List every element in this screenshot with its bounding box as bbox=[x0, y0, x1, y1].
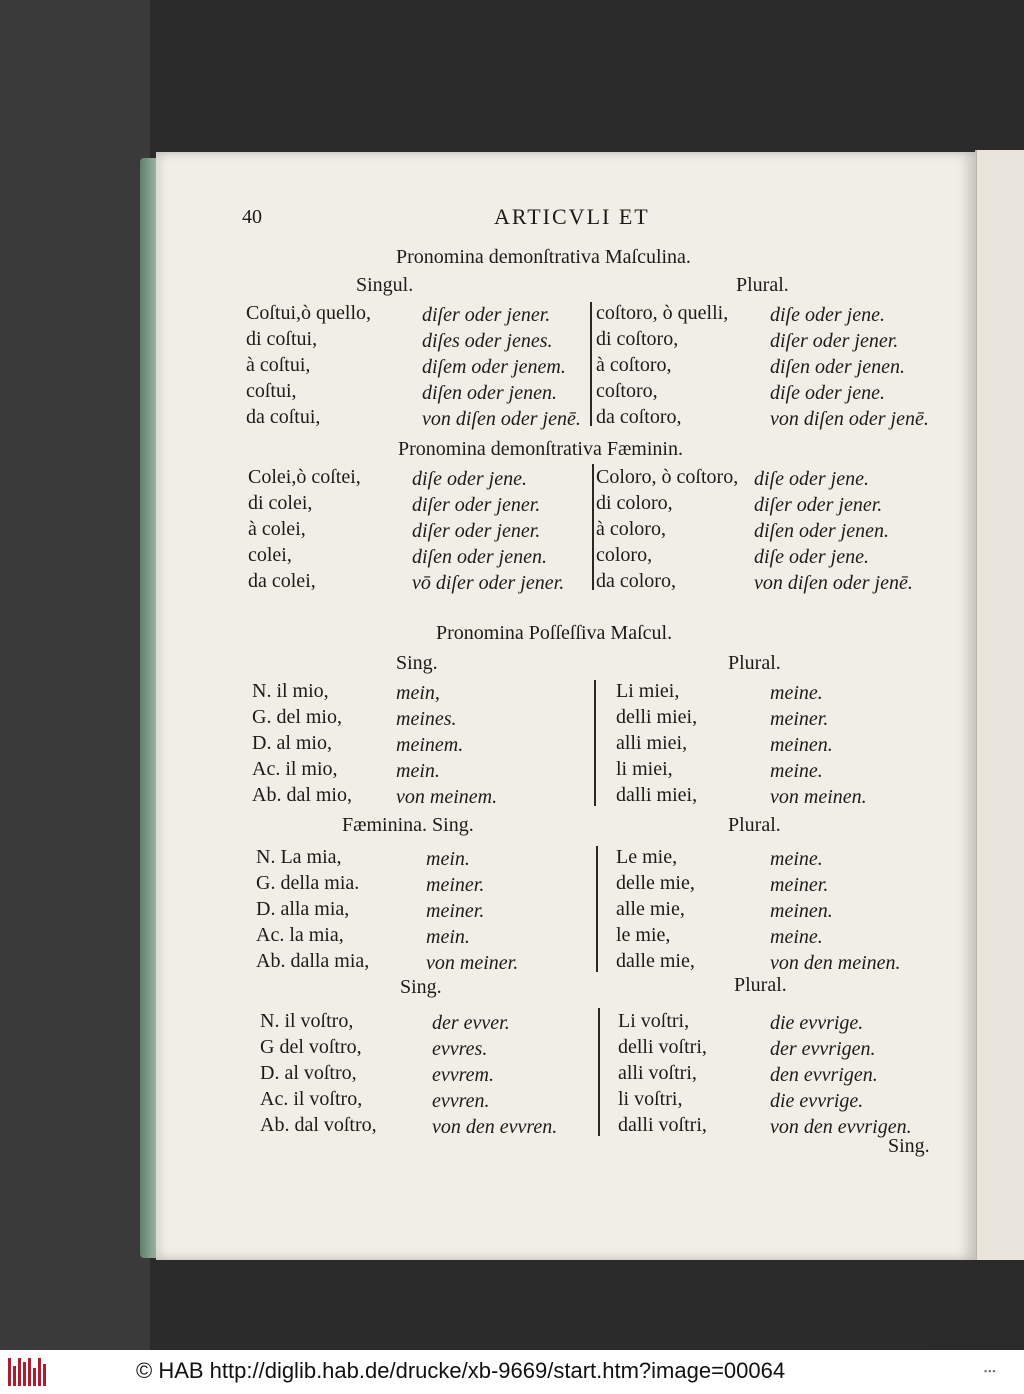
singular-form: coſtui, bbox=[246, 380, 297, 402]
plural-form: dalli miei, bbox=[616, 784, 698, 806]
german-translation: evvrem. bbox=[432, 1064, 494, 1086]
german-translation: diſe oder jene. bbox=[412, 468, 527, 490]
page-text bbox=[156, 152, 976, 1260]
german-translation: meiner. bbox=[426, 874, 485, 896]
footer-bar bbox=[0, 1350, 1024, 1394]
german-translation: diſes oder jenes. bbox=[422, 330, 553, 352]
plural-form: Coloro, ò coſtoro, bbox=[596, 466, 739, 488]
singular-form: Ab. dal mio, bbox=[252, 784, 352, 806]
plural-form: da coſtoro, bbox=[596, 406, 682, 428]
german-translation: diſe oder jene. bbox=[754, 468, 869, 490]
plural-form: le mie, bbox=[616, 924, 671, 946]
plural-form: li voſtri, bbox=[618, 1088, 683, 1110]
plural-form: delle mie, bbox=[616, 872, 695, 894]
page-number: 40 bbox=[242, 206, 262, 228]
scan-backdrop-left bbox=[0, 0, 150, 1350]
plural-form: coſtoro, ò quelli, bbox=[596, 302, 729, 324]
column-heading-singular: Sing. bbox=[396, 652, 438, 674]
german-translation: mein, bbox=[396, 682, 440, 704]
column-heading-singular: Fæminina. Sing. bbox=[342, 814, 474, 836]
catchword: Sing. bbox=[888, 1135, 930, 1157]
singular-form: à colei, bbox=[248, 518, 306, 540]
column-heading-singular: Singul. bbox=[356, 274, 414, 296]
adjacent-page-edge bbox=[975, 150, 1024, 1260]
singular-form: colei, bbox=[248, 544, 292, 566]
german-translation: diſen oder jenen. bbox=[754, 520, 889, 542]
section-title: Pronomina demonſtrativa Maſculina. bbox=[396, 246, 691, 268]
german-translation: diſe oder jene. bbox=[754, 546, 869, 568]
hab-logo-icon bbox=[8, 1358, 46, 1386]
german-translation: von meinem. bbox=[396, 786, 498, 808]
singular-form: G. della mia. bbox=[256, 872, 360, 894]
german-translation: diſem oder jenem. bbox=[422, 356, 566, 378]
plural-form: à coloro, bbox=[596, 518, 666, 540]
german-translation: meiner. bbox=[426, 900, 485, 922]
german-translation: von den evvren. bbox=[432, 1116, 558, 1138]
german-translation: von den meinen. bbox=[770, 952, 901, 974]
footer-corner-mark-icon: ▪▪▪ bbox=[984, 1366, 997, 1376]
german-translation: die evvrige. bbox=[770, 1090, 864, 1112]
german-translation: diſen oder jenen. bbox=[422, 382, 557, 404]
german-translation: evvres. bbox=[432, 1038, 488, 1060]
singular-form: da colei, bbox=[248, 570, 316, 592]
singular-form: di colei, bbox=[248, 492, 313, 514]
german-translation: mein. bbox=[426, 848, 470, 870]
column-divider bbox=[592, 464, 594, 590]
singular-form: Colei,ò coſtei, bbox=[248, 466, 361, 488]
running-head: ARTICVLI ET bbox=[494, 204, 650, 229]
singular-form: di coſtui, bbox=[246, 328, 318, 350]
german-translation: meiner. bbox=[770, 874, 829, 896]
german-translation: von diſen oder jenē. bbox=[422, 408, 581, 430]
german-translation: mein. bbox=[426, 926, 470, 948]
singular-form: N. La mia, bbox=[256, 846, 342, 868]
column-divider bbox=[596, 846, 598, 972]
plural-form: di coloro, bbox=[596, 492, 673, 514]
german-translation: diſe oder jene. bbox=[770, 304, 885, 326]
singular-form: Ab. dal voſtro, bbox=[260, 1114, 377, 1136]
footer-copyright-url[interactable]: © HAB http://diglib.hab.de/drucke/xb-9669/start.htm?image=00064 bbox=[136, 1358, 786, 1383]
german-translation: der evvrigen. bbox=[770, 1038, 876, 1060]
singular-form: Ac. il voſtro, bbox=[260, 1088, 363, 1110]
singular-form: D. al voſtro, bbox=[260, 1062, 357, 1084]
german-translation: meinen. bbox=[770, 734, 833, 756]
column-heading-plural: Plural. bbox=[734, 974, 787, 996]
plural-form: alli voſtri, bbox=[618, 1062, 697, 1084]
column-divider bbox=[598, 1008, 600, 1136]
german-translation: den evvrigen. bbox=[770, 1064, 878, 1086]
german-translation: diſen oder jenen. bbox=[770, 356, 905, 378]
german-translation: von meiner. bbox=[426, 952, 519, 974]
singular-form: G del voſtro, bbox=[260, 1036, 362, 1058]
plural-form: coſtoro, bbox=[596, 380, 658, 402]
plural-form: delli miei, bbox=[616, 706, 698, 728]
german-translation: evvren. bbox=[432, 1090, 490, 1112]
plural-form: alli miei, bbox=[616, 732, 688, 754]
singular-form: Ac. la mia, bbox=[256, 924, 344, 946]
german-translation: meinem. bbox=[396, 734, 464, 756]
singular-form: D. alla mia, bbox=[256, 898, 350, 920]
german-translation: von den evvrigen. bbox=[770, 1116, 912, 1138]
german-translation: vō diſer oder jener. bbox=[412, 572, 565, 594]
plural-form: li miei, bbox=[616, 758, 673, 780]
german-translation: von diſen oder jenē. bbox=[754, 572, 913, 594]
german-translation: meiner. bbox=[770, 708, 829, 730]
column-heading-plural: Plural. bbox=[728, 652, 781, 674]
german-translation: der evver. bbox=[432, 1012, 510, 1034]
singular-form: Ac. il mio, bbox=[252, 758, 338, 780]
singular-form: N. il mio, bbox=[252, 680, 329, 702]
german-translation: meine. bbox=[770, 682, 823, 704]
plural-form: dalli voſtri, bbox=[618, 1114, 707, 1136]
german-translation: diſer oder jener. bbox=[770, 330, 899, 352]
german-translation: meine. bbox=[770, 848, 823, 870]
german-translation: meine. bbox=[770, 760, 823, 782]
plural-form: dalle mie, bbox=[616, 950, 695, 972]
plural-form: di coſtoro, bbox=[596, 328, 679, 350]
german-translation: meines. bbox=[396, 708, 457, 730]
plural-form: alle mie, bbox=[616, 898, 685, 920]
column-heading-plural: Plural. bbox=[736, 274, 789, 296]
book-page bbox=[156, 152, 976, 1260]
german-translation: mein. bbox=[396, 760, 440, 782]
plural-form: da coloro, bbox=[596, 570, 676, 592]
german-translation: diſer oder jener. bbox=[412, 494, 541, 516]
column-divider bbox=[594, 680, 596, 806]
german-translation: diſe oder jene. bbox=[770, 382, 885, 404]
plural-form: Li miei, bbox=[616, 680, 680, 702]
plural-form: coloro, bbox=[596, 544, 653, 566]
column-heading-plural: Plural. bbox=[728, 814, 781, 836]
german-translation: diſer oder jener. bbox=[422, 304, 551, 326]
singular-form: à coſtui, bbox=[246, 354, 311, 376]
german-translation: von meinen. bbox=[770, 786, 867, 808]
singular-form: da coſtui, bbox=[246, 406, 321, 428]
section-title: Pronomina Poſſeſſiva Maſcul. bbox=[436, 622, 673, 644]
singular-form: N. il voſtro, bbox=[260, 1010, 354, 1032]
german-translation: diſen oder jenen. bbox=[412, 546, 547, 568]
singular-form: Coſtui,ò quello, bbox=[246, 302, 371, 324]
plural-form: Li voſtri, bbox=[618, 1010, 690, 1032]
german-translation: meinen. bbox=[770, 900, 833, 922]
german-translation: diſer oder jener. bbox=[754, 494, 883, 516]
plural-form: delli voſtri, bbox=[618, 1036, 707, 1058]
column-divider bbox=[590, 302, 592, 426]
singular-form: Ab. dalla mia, bbox=[256, 950, 370, 972]
german-translation: von diſen oder jenē. bbox=[770, 408, 929, 430]
german-translation: meine. bbox=[770, 926, 823, 948]
singular-form: D. al mio, bbox=[252, 732, 332, 754]
column-heading-singular: Sing. bbox=[400, 976, 442, 998]
german-translation: die evvrige. bbox=[770, 1012, 864, 1034]
german-translation: diſer oder jener. bbox=[412, 520, 541, 542]
section-title: Pronomina demonſtrativa Fæminin. bbox=[398, 438, 683, 460]
singular-form: G. del mio, bbox=[252, 706, 342, 728]
plural-form: à coſtoro, bbox=[596, 354, 672, 376]
plural-form: Le mie, bbox=[616, 846, 678, 868]
